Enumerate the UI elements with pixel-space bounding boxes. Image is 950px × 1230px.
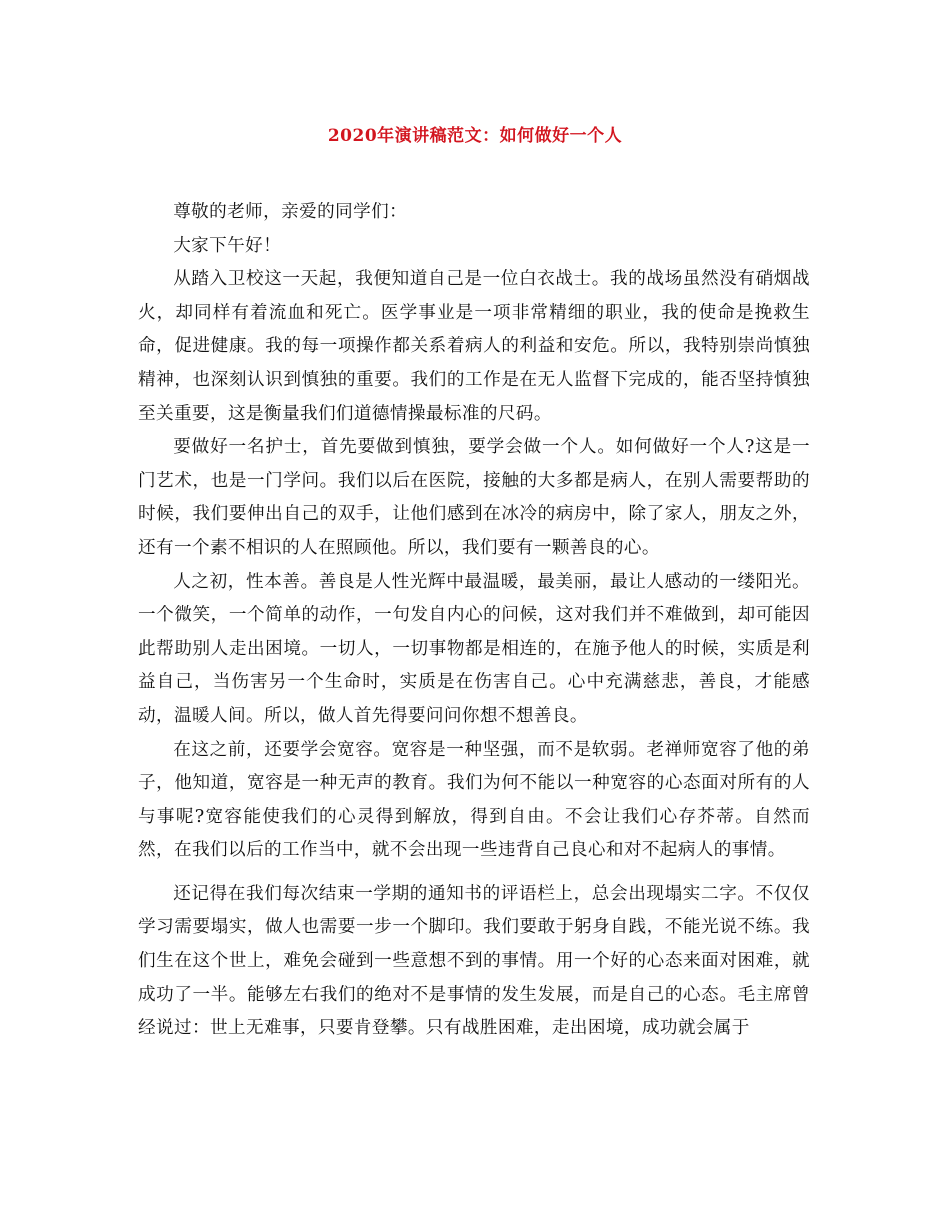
document-title: 2020年演讲稿范文：如何做好一个人 (327, 126, 623, 146)
paragraph: 还记得在我们每次结束一学期的通知书的评语栏上，总会出现塌实二字。不仅仅学习需要塌实，做人也需要一步一个脚印。我们要敢于躬身自践，不能光说不练。我们生在这个世上，难免会碰到一些意想不到的事情。用一个好的心态来面对困难，就成功了一半。能够左右我们的绝对不是事情的发生发展，而是自己的心态。毛主席曾经说过：世上无难事，只要肯登攀。只有战胜困难，走出困境，成功就会属于 (138, 883, 810, 1039)
paragraph: 在这之前，还要学会宽容。宽容是一种坚强，而不是软弱。老禅师宽容了他的弟子，他知道，宽容是一种无声的教育。我们为何不能以一种宽容的心态面对所有的人与事呢?宽容能使我们的心灵得到解放，得到自由。不会让我们心存芥蒂。自然而然，在我们以后的工作当中，就不会出现一些违背自己良心和对不起病人的事情。 (138, 739, 810, 861)
paragraph: 从踏入卫校这一天起，我便知道自己是一位白衣战士。我的战场虽然没有硝烟战火，却同样有着流血和死亡。医学事业是一项非常精细的职业，我的使命是挽救生命，促进健康。我的每一项操作都关系着病人的利益和安危。所以，我特别崇尚慎独精神，也深刻认识到慎独的重要。我们的工作是在无人监督下完成的，能否坚持慎独至关重要，这是衡量我们们道德情操最标准的尺码。 (138, 269, 810, 424)
document-body (138, 196, 810, 1046)
salutation: 尊敬的老师，亲爱的同学们： (173, 202, 408, 222)
greeting: 大家下午好！ (173, 235, 282, 256)
paragraph: 人之初，性本善。善良是人性光辉中最温暖，最美丽，最让人感动的一缕阳光。一个微笑，一个简单的动作，一句发自内心的问候，这对我们并不难做到，却可能因此帮助别人走出困境。一切人，一切事物都是相连的，在施予他人的时候，实质是利益自己，当伤害另一个生命时，实质是在伤害自己。心中充满慈悲，善良，才能感动，温暖人间。所以，做人首先得要问问你想不想善良。 (138, 571, 810, 726)
paragraph: 要做好一名护士，首先要做到慎独，要学会做一个人。如何做好一个人?这是一门艺术，也是一门学问。我们以后在医院，接触的大多都是病人，在别人需要帮助的时候，我们要伸出自己的双手，让他们感到在冰冷的病房中，除了家人，朋友之外，还有一个素不相识的人在照顾他。所以，我们要有一颗善良的心。 (138, 437, 810, 558)
